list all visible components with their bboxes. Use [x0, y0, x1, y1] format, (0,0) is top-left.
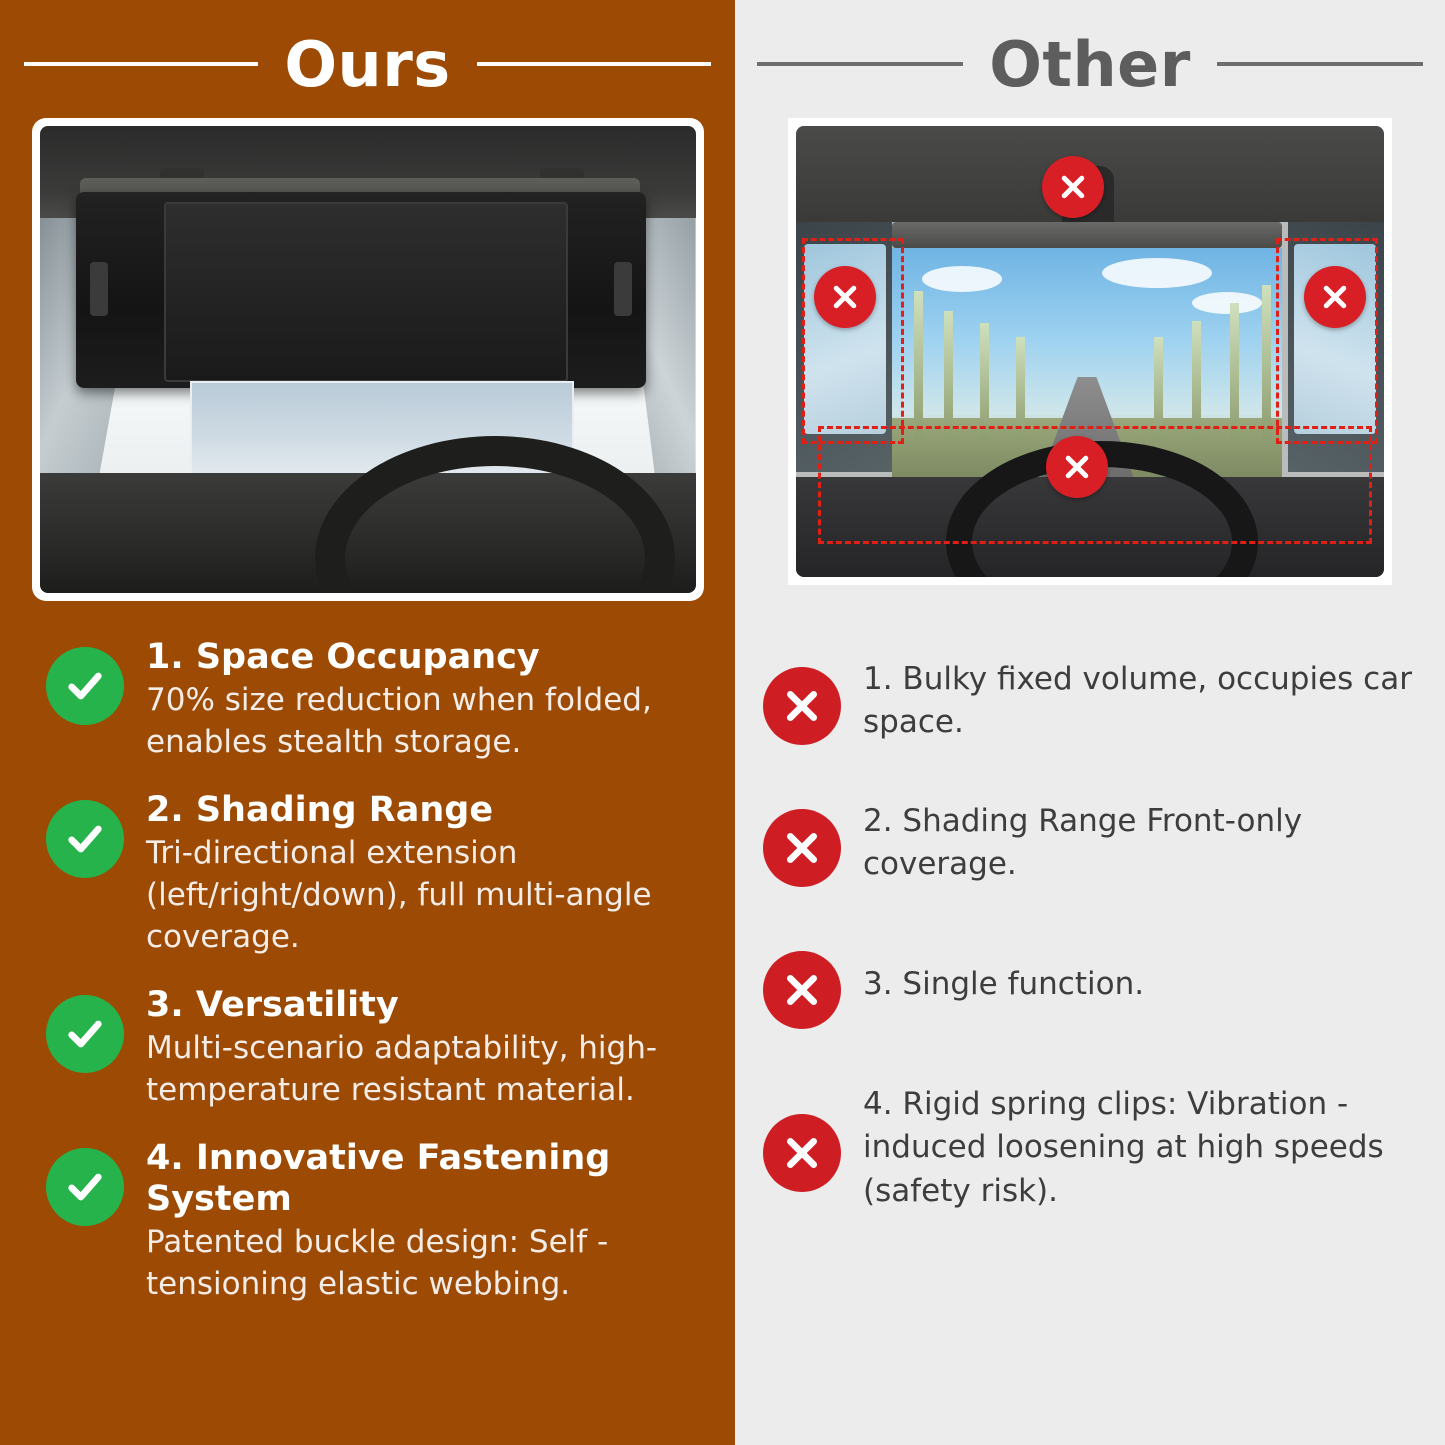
feature-text [146, 985, 711, 1112]
cloud [922, 266, 1002, 292]
visor-panel [76, 192, 646, 388]
feature-body: Multi-scenario adaptability, high-temperature resistant material. [146, 1030, 658, 1108]
hinge-right [614, 262, 632, 316]
other-photo-scene [796, 126, 1384, 577]
header-rule-left [24, 62, 258, 66]
check-icon [46, 995, 124, 1073]
visor-panel-inner [164, 202, 568, 382]
tree [980, 323, 989, 441]
ours-photo-scene [40, 126, 696, 593]
cross-icon [763, 667, 841, 745]
ours-header [24, 0, 711, 118]
cross-icon [763, 1114, 841, 1192]
other-panel [735, 0, 1445, 1445]
cross-icon [1042, 156, 1104, 218]
check-icon [46, 800, 124, 878]
list-item [763, 941, 1423, 1029]
cross-icon [763, 951, 841, 1029]
other-title: Other [989, 27, 1191, 101]
list-item [763, 657, 1423, 745]
header-rule-left [757, 62, 963, 66]
tree [944, 311, 953, 441]
header-rule-right [477, 62, 711, 66]
other-product-photo [788, 118, 1392, 585]
feature-body: 2. Shading Range Front-only coverage. [863, 802, 1303, 882]
cross-icon [1304, 266, 1366, 328]
list-item [46, 637, 711, 764]
header-rule-right [1217, 62, 1423, 66]
feature-title: 3. Versatility [146, 984, 399, 1025]
cross-icon [763, 809, 841, 887]
feature-text [146, 637, 711, 764]
competitor-visor-bar [892, 222, 1282, 248]
cloud [1102, 258, 1212, 288]
tree [1192, 321, 1201, 441]
feature-text [146, 1138, 711, 1306]
feature-body: Tri-directional extension (left/right/down), full multi-angle coverage. [146, 835, 652, 955]
cross-icon [814, 266, 876, 328]
feature-body: 4. Rigid spring clips: Vibration -induced loosening at high speeds (safety risk). [863, 1086, 1384, 1209]
feature-body: 3. Single function. [863, 966, 1145, 1003]
feature-body: Patented buckle design: Self -tensioning elastic webbing. [146, 1224, 609, 1303]
list-item [46, 1138, 711, 1306]
other-header [757, 0, 1423, 118]
feature-title: 2. Shading Range [146, 789, 494, 830]
tree [914, 291, 923, 441]
cabin-background [796, 126, 1384, 577]
check-icon [46, 647, 124, 725]
ours-feature-list [24, 637, 711, 1306]
feature-body: 70% size reduction when folded, enables stealth storage. [146, 682, 652, 761]
list-item [763, 799, 1423, 887]
feature-title: 4. Innovative Fastening System [146, 1137, 611, 1220]
cross-icon [1046, 436, 1108, 498]
other-feature-list [757, 657, 1423, 1213]
hinge-left [90, 262, 108, 316]
list-item [763, 1083, 1423, 1213]
feature-text [146, 790, 711, 959]
feature-title: 1. Space Occupancy [146, 637, 540, 677]
ours-title: Ours [284, 27, 451, 101]
cloud [1192, 292, 1262, 314]
tree [1230, 303, 1239, 441]
check-icon [46, 1148, 124, 1226]
list-item [46, 790, 711, 959]
list-item [46, 985, 711, 1112]
ours-product-photo [32, 118, 704, 601]
feature-body: 1. Bulky fixed volume, occupies car space. [863, 660, 1412, 740]
tree [1262, 285, 1271, 441]
